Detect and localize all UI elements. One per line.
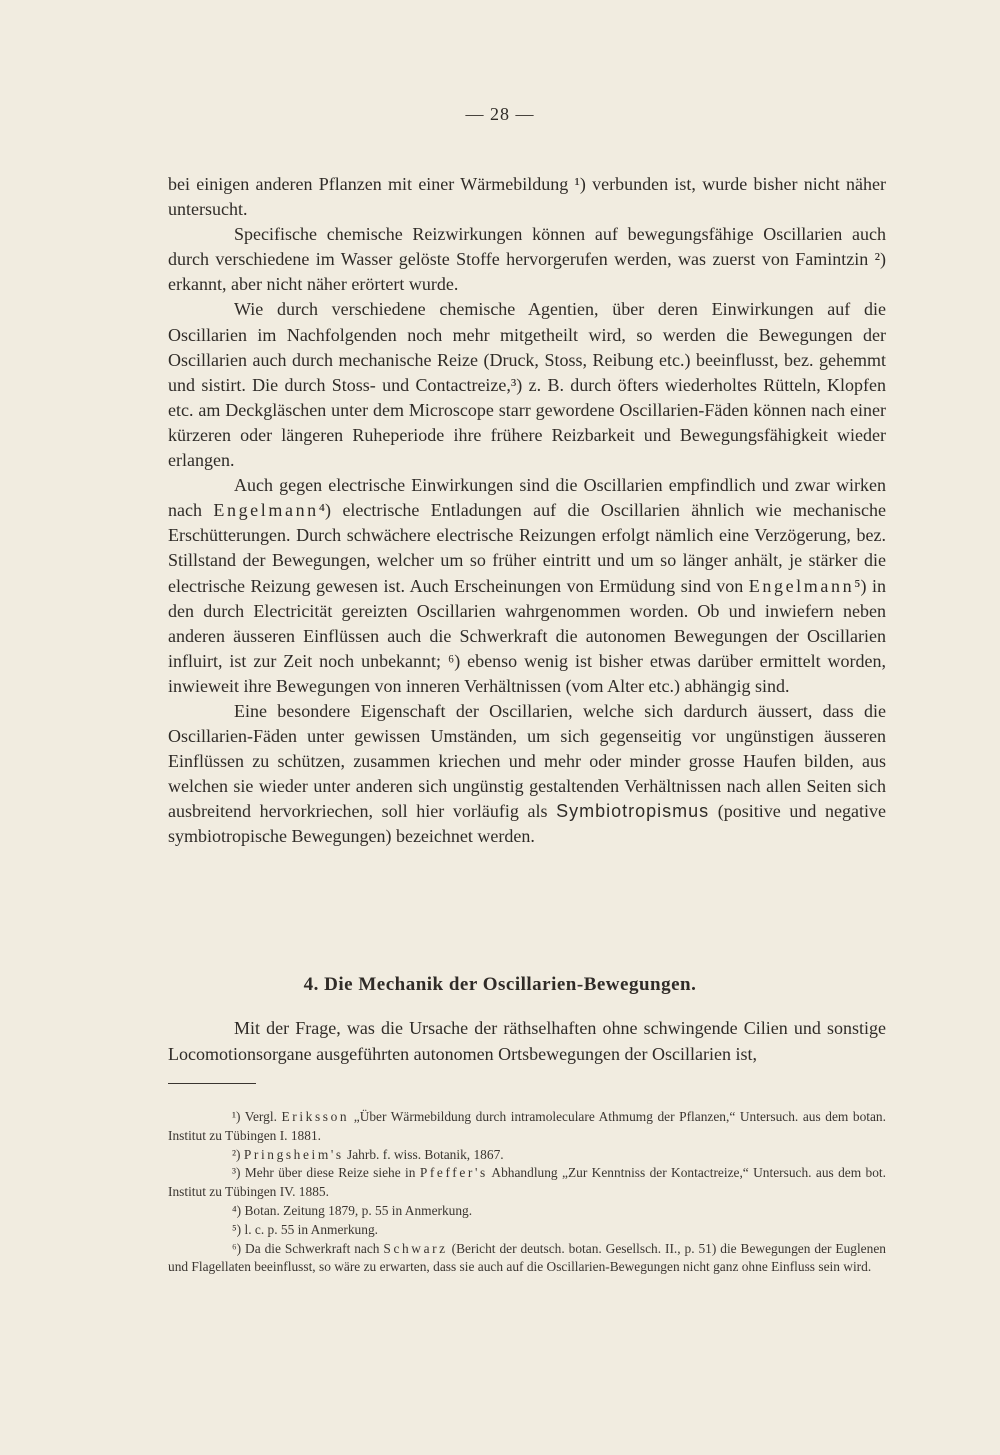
paragraph-text: ⁴) electrische Entladungen auf die Oscillarien ähnlich wie mechanische Erschütterungen. Durch schwächere electrische Reizungen erfolgt nämlich eine Verzögerung, bez. Stillstand der Bewegungen, welcher um so früher eintritt und um so länger anhält, je stärker die electrische Reizung gewesen ist. Auch Erscheinungen von Ermüdung sind von <box>168 500 887 596</box>
paragraph-symbiotropism <box>168 699 886 850</box>
paragraph-continued: bei einigen anderen Pflanzen mit einer Wärmebildung ¹) verbunden ist, wurde bisher nicht näher untersucht. <box>168 174 886 220</box>
paragraph-mechanical-stimuli: Wie durch verschiedene chemische Agentien, über deren Einwirkungen auf die Oscillarien im Nachfolgenden noch mehr mitgetheilt wird, so werden die Bewegungen der Oscillarien auch durch mechanische Reize (Druck, Stoss, Reibung etc.) beeinflusst, bez. gehemmt und sistirt. Die durch Stoss- und Contactreize,³) z. B. durch öfters wiederholtes Rütteln, Klopfen etc. am Deckgläschen unter dem Microscope starr gewordene Oscillarien-Fäden können nach einer kürzeren oder längeren Ruheperiode ihre frühere Reizbarkeit und Bewegungsfähigkeit wieder erlangen. <box>168 299 886 471</box>
footnote-text: Jahrb. f. wiss. Botanik, 1867. <box>347 1146 504 1162</box>
paragraph-chemical-stimuli: Specifische chemische Reizwirkungen können auf bewegungsfähige Oscillarien auch durch verschiedene im Wasser gelöste Stoffe hervorgerufen werden, was zuerst von Famintzin ²) erkannt, aber nicht näher erörtert wurde. <box>168 224 886 295</box>
author-name: Engelmann <box>213 500 319 521</box>
footnote-text: ³) Mehr über diese Reize siehe in <box>232 1165 416 1181</box>
author-name: Pfeffer's <box>419 1165 488 1181</box>
paragraph-text: Eine besondere Eigenschaft der Oscillarien, welche sich dardurch äussert, dass die Oscillarien-Fäden unter gewissen Umständen, um sich gegenseitig vor ungünstigen äusseren Einflüssen zu schützen, zusammen kriechen und mehr oder minder grosse Haufen bilden, aus welchen sie wieder unter anderen sich ungünstig gestaltenden Verhältnissen nach allen Seiten sich ausbreitend hervorkriechen, soll hier vorläufig als <box>168 700 886 822</box>
paragraph-text: (positive und negative symbiotropische Bewegungen) bezeichnet werden. <box>168 801 887 847</box>
section-text <box>168 1016 886 1067</box>
footnote-3 <box>168 1164 886 1202</box>
paragraph-electrical-stimuli <box>168 473 886 699</box>
footnote-1 <box>168 1108 886 1146</box>
footnote-text: ¹) Vergl. <box>232 1109 277 1124</box>
body-text <box>168 172 886 850</box>
footnote-6 <box>168 1240 886 1278</box>
section-heading: 4. Die Mechanik der Oscillarien-Bewegungen. <box>303 974 697 995</box>
term-symbiotropism: Symbiotropismus <box>556 801 710 822</box>
footnote-text: ⁶) Da die Schwerkraft nach <box>232 1240 380 1256</box>
author-name: Schwarz <box>383 1240 448 1256</box>
paragraph-text: ⁵) in den durch Electricität gereizten Oscillarien wahrgenommen worden. Ob und inwiefern neben anderen äusseren Einflüssen auch die Schwerkraft die autonomen Bewegungen der Oscillarien influirt, ist zur Zeit noch unbekannt; ⁶) ebenso wenig ist bisher etwas darüber ermittelt worden, inwieweit ihre Bewegungen von inneren Verhältnissen (vom Alter etc.) abhängig sind. <box>168 575 886 696</box>
author-name: Engelmann <box>748 575 855 596</box>
footnotes <box>168 1108 886 1277</box>
author-name: Pringsheim's <box>243 1146 344 1162</box>
footnote-text: „Über Wärmebildung durch intramoleculare Athmumg der Pflanzen,“ Untersuch. aus dem botan. Institut zu Tübingen I. 1881. <box>168 1109 886 1143</box>
footnote-2 <box>168 1146 886 1165</box>
footnote-5: ⁵) l. c. p. 55 in Anmerkung. <box>232 1221 378 1237</box>
page-number: — 28 — <box>465 104 535 124</box>
footnote-text: ²) <box>232 1146 241 1162</box>
footnote-4: ⁴) Botan. Zeitung 1879, p. 55 in Anmerkung. <box>232 1202 473 1218</box>
footnote-divider <box>168 1083 256 1084</box>
footnote-text: (Bericht der deutsch. botan. Gesellsch. II., p. 51) die Bewegungen der Euglenen und Flagellaten beeinflusst, so wäre zu erwarten, dass sie auch auf die Oscillarien-Bewegungen nicht ganz ohne Einfluss sein wird. <box>168 1240 886 1275</box>
footnote-text: Abhandlung „Zur Kenntniss der Kontactreize,“ Untersuch. aus dem bot. Institut zu Tübingen IV. 1885. <box>168 1165 886 1200</box>
paragraph-mechanics-intro: Mit der Frage, was die Ursache der räthselhaften ohne schwingende Cilien und sonstige Locomotionsorgane ausgeführten autonomen Ortsbewegungen der Oscillarien ist, <box>168 1018 886 1064</box>
author-name: Eriksson <box>281 1109 350 1124</box>
paragraph-text: Auch gegen electrische Einwirkungen sind die Oscillarien empfindlich und zwar wirken nach <box>168 475 886 521</box>
